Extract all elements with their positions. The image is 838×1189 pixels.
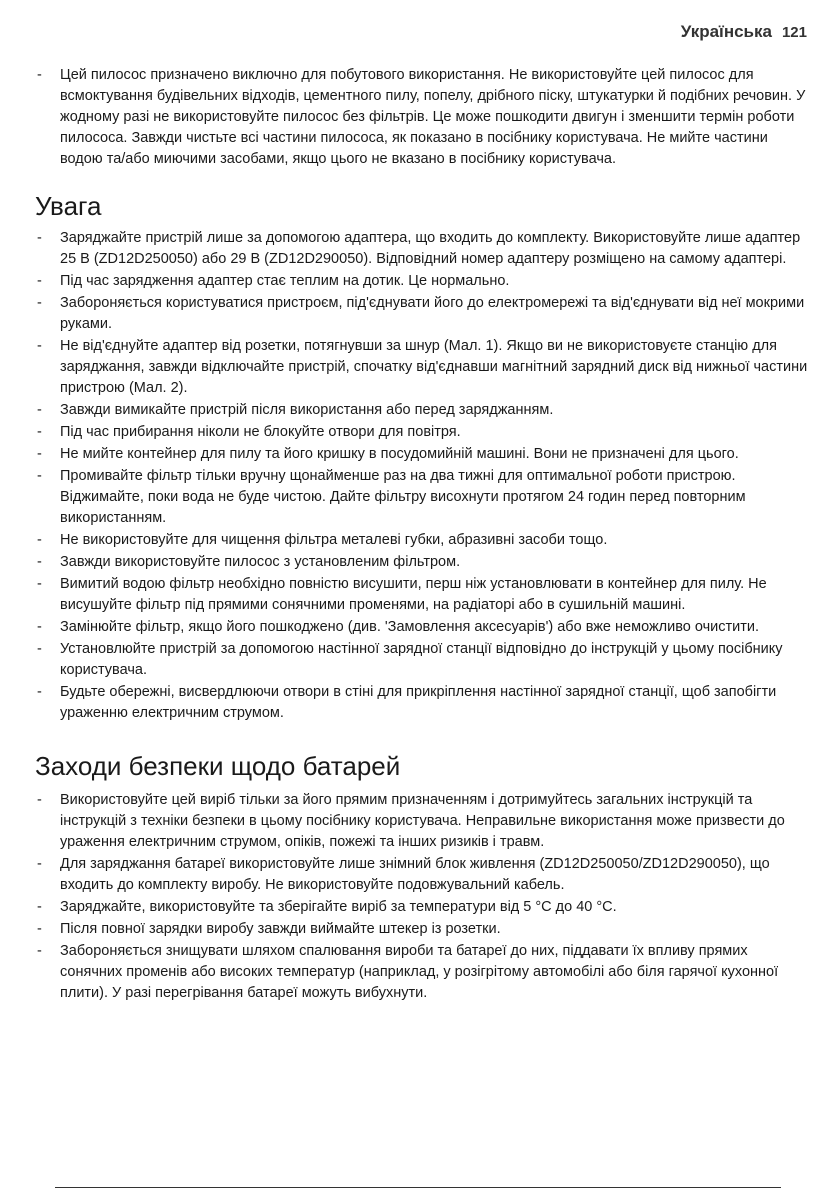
warning-item: - Заряджайте пристрій лише за допомогою адаптера, що входить до комплекту. Використовуйте лише адаптер 25 В (ZD12D250050) або 29 В (ZD12D290050). Відповідний номер адаптеру розміщено на самому адаптері. <box>35 228 811 270</box>
battery-item: - Використовуйте цей виріб тільки за його прямим призначенням і дотримуйтесь загальних інструкцій та інструкцій з техніки безпеки в цьому посібнику користувача. Неправильне використання може призвести до ураження електричним струмом, опіків, пожежі та інших ризиків і травм. <box>35 790 811 853</box>
page-number: 121 <box>781 24 807 41</box>
battery-list <box>35 790 811 1004</box>
battery-item: - Для заряджання батареї використовуйте лише знімний блок живлення (ZD12D250050/ZD12D290050), що входить до комплекту виробу. Не використовуйте подовжувальний кабель. <box>35 854 811 896</box>
footer-rule <box>55 1187 781 1188</box>
warning-item: - Замінюйте фільтр, якщо його пошкоджено (див. 'Замовлення аксесуарів') або вже неможливо очистити. <box>35 617 811 638</box>
warning-item: - Забороняється користуватися пристроєм, під'єднувати його до електромережі та від'єднувати від неї мокрими руками. <box>35 293 811 335</box>
warning-item: - Вимитий водою фільтр необхідно повністю висушити, перш ніж установлювати в контейнер для пилу. Не висушуйте фільтр під прямими сонячними променями, на радіаторі або в сушильній машині. <box>35 574 811 616</box>
warning-item: - Під час прибирання ніколи не блокуйте отвори для повітря. <box>35 422 811 443</box>
warning-item: - Установлюйте пристрій за допомогою настінної зарядної станції відповідно до інструкцій у цьому посібнику користувача. <box>35 639 811 681</box>
battery-item: - Заряджайте, використовуйте та зберігайте виріб за температури від 5 °C до 40 °C. <box>35 897 811 918</box>
warning-item: - Будьте обережні, висвердлюючи отвори в стіні для прикріплення настінної зарядної станції, щоб запобігти ураженню електричним струмом. <box>35 682 811 724</box>
page-content <box>35 65 811 1005</box>
page-header <box>681 22 807 42</box>
warning-list <box>35 228 811 724</box>
battery-item: - Після повної зарядки виробу завжди виймайте штекер із розетки. <box>35 919 811 940</box>
warning-item: - Не використовуйте для чищення фільтра металеві губки, абразивні засоби тощо. <box>35 530 811 551</box>
warning-item: - Завжди використовуйте пилосос з установленим фільтром. <box>35 552 811 573</box>
intro-item: - Цей пилосос призначено виключно для побутового використання. Не використовуйте цей пилосос для всмоктування будівельних відходів, цементного пилу, попелу, дрібного піску, штукатурки й подібних речовин. У жодному разі не використовуйте пилосос без фільтрів. Це може пошкодити двигун і зменшити термін роботи пилососа. Завжди чистьте всі частини пилососа, як показано в посібнику користувача. Не мийте частини водою та/або миючими засобами, якщо цього не вказано в посібнику користувача. <box>35 65 811 170</box>
warning-item: - Промивайте фільтр тільки вручну щонайменше раз на два тижні для оптимальної роботи пристрою. Віджимайте, поки вода не буде чистою. Дайте фільтру висохнути протягом 24 годин перед повторним використанням. <box>35 466 811 529</box>
battery-item: - Забороняється знищувати шляхом спалювання вироби та батареї до них, піддавати їх впливу прямих сонячних променів або високих температур (наприклад, у розігрітому автомобілі або біля гарячої кухонної плити). У разі перегрівання батареї можуть вибухнути. <box>35 941 811 1004</box>
warning-item: - Не від'єднуйте адаптер від розетки, потягнувши за шнур (Мал. 1). Якщо ви не використовуєте станцію для заряджання, завжди відключайте пристрій, спочатку від'єднавши магнітний зарядний диск від нижньої частини пристрою (Мал. 2). <box>35 336 811 399</box>
warning-item: - Не мийте контейнер для пилу та його кришку в посудомийній машині. Вони не призначені для цього. <box>35 444 811 465</box>
intro-list <box>35 65 811 170</box>
language-label: Українська <box>680 22 772 41</box>
warning-item: - Під час зарядження адаптер стає теплим на дотик. Це нормально. <box>35 271 811 292</box>
warning-heading: Увага <box>35 191 102 221</box>
warning-item: - Завжди вимикайте пристрій після використання або перед заряджанням. <box>35 400 811 421</box>
battery-heading: Заходи безпеки щодо батарей <box>35 751 401 781</box>
